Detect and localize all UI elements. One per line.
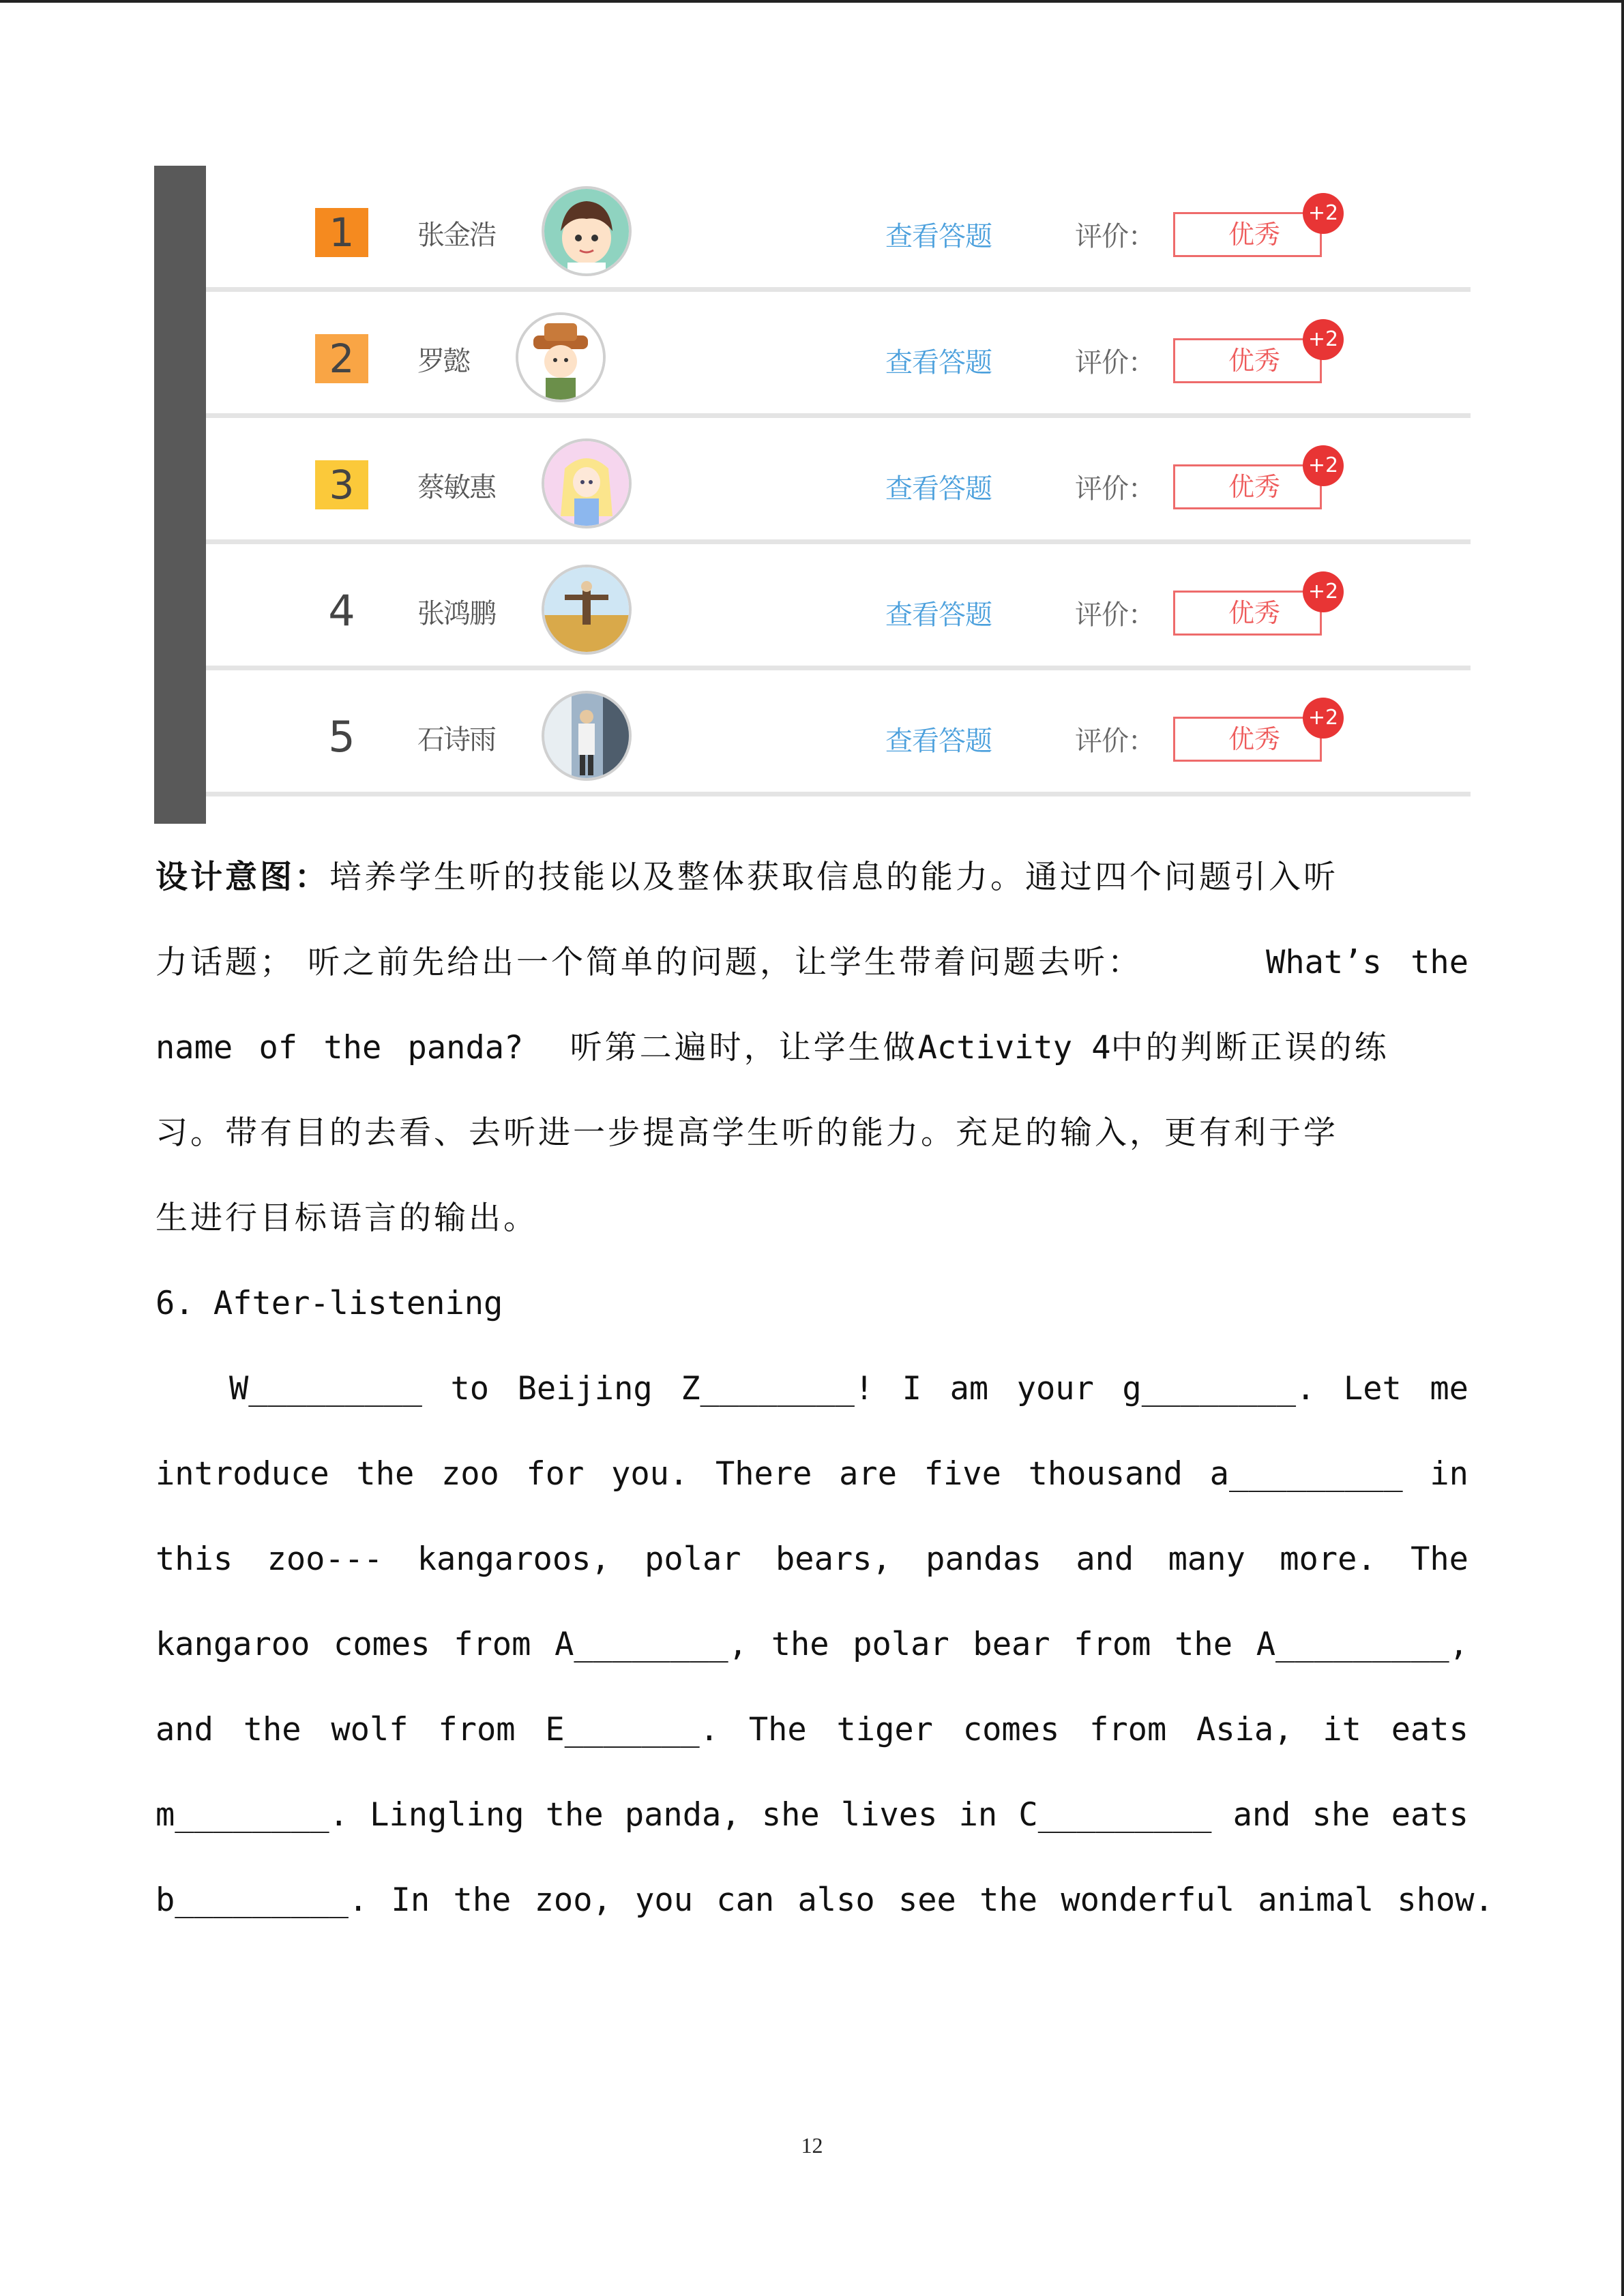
blank-word[interactable]: A________, [555,1626,748,1663]
passage-word: for [526,1455,585,1493]
design-intent-question: What’s the [1266,944,1468,981]
passage-word: comes [962,1711,1060,1748]
passage-word: comes [334,1626,430,1663]
bonus-badge: +2 [1303,319,1344,360]
grade-box[interactable]: 优秀 [1173,338,1322,383]
passage-word: zoo [441,1455,499,1493]
grade-box[interactable]: 优秀 [1173,464,1322,509]
person-photo-avatar-icon [544,694,629,778]
blank-word[interactable]: g________. [1122,1370,1316,1407]
design-intent-text: 培养学生听的技能以及整体获取信息的能力。通过四个问题引入听 [329,859,1338,896]
passage-word: Asia, [1196,1711,1293,1748]
design-intent-text: 力话题； 听之前先给出一个简单的问题，让学生带着问题去听： [156,944,1142,981]
ranking-row-4 [206,544,1471,670]
view-answer-link[interactable]: 查看答题 [885,221,992,252]
ranking-row-3 [206,418,1471,544]
passage-word: more. [1280,1540,1376,1578]
passage-line [229,1362,1468,1416]
passage-word: your [1016,1370,1094,1407]
view-answer-link[interactable]: 查看答题 [885,347,992,378]
passage-line [156,1788,1468,1843]
passage-line [156,1532,1468,1587]
passage-word: eats [1391,1711,1468,1748]
passage-word: kangaroos, [417,1540,610,1578]
design-intent-text: 中的判断正误的练 [1110,1029,1389,1067]
passage-line [156,1617,1468,1672]
passage-word: this [156,1540,233,1578]
view-answer-link[interactable]: 查看答题 [885,473,992,505]
rank-number: 2 [315,334,368,383]
passage-word: the [243,1711,301,1748]
student-name: 石诗雨 [417,724,495,756]
passage-word: There [715,1455,812,1493]
boy-avatar-icon [544,189,629,273]
row-divider [206,792,1471,796]
passage-word: bear [973,1626,1050,1663]
field-photo-avatar-icon [544,567,629,652]
passage-word: from [1089,1711,1167,1748]
passage-word: am [949,1370,989,1407]
passage-word: Beijing [517,1370,653,1407]
passage-line [156,1703,1468,1757]
blank-word[interactable]: W_________ [229,1370,422,1407]
passage-word: and [1076,1540,1134,1578]
row-divider [206,666,1471,670]
ranking-side-bar [154,166,206,824]
passage-word: in [1430,1455,1468,1493]
passage-word: from [454,1626,531,1663]
passage-line [156,1447,1468,1502]
passage-word: introduce [156,1455,329,1493]
row-divider [206,287,1471,292]
passage-word: Lingling [370,1796,525,1834]
rank-number: 3 [315,460,368,509]
blank-word[interactable]: Z________! [681,1370,874,1407]
anime-girl-avatar-icon [544,441,629,526]
page-border-top [0,0,1624,3]
design-intent-line-1 [156,850,1468,905]
ranking-row-1 [206,166,1471,292]
passage-word: I [902,1370,922,1407]
grade-box[interactable]: 优秀 [1173,717,1322,762]
passage-word: me [1430,1370,1468,1407]
avatar [542,438,632,528]
ranking-panel [154,166,1471,824]
ranking-row-5 [206,670,1471,796]
passage-word: the [356,1455,415,1493]
student-name: 罗懿 [417,346,469,377]
passage-word: she [761,1796,820,1834]
passage-word: thousand [1028,1455,1183,1493]
passage-word: polar [645,1540,741,1578]
passage-word: The [748,1711,807,1748]
passage-word: and [156,1711,213,1748]
rank-number: 5 [328,712,355,762]
passage-word: you. [611,1455,689,1493]
design-intent-line-2 [156,936,1468,990]
blank-word[interactable]: m________. [156,1796,349,1834]
page-border-right [1621,0,1624,2296]
blank-word[interactable]: a_________ [1209,1455,1403,1493]
avatar [516,312,606,402]
design-intent-line-5: 生进行目标语言的输出。 [156,1199,538,1237]
passage-line-last: b_________. In the zoo, you can also see the wonderful animal show. [156,1881,1494,1919]
ranking-row-2 [206,292,1471,418]
passage-word: the [771,1626,829,1663]
rank-number: 1 [315,208,368,257]
passage-word: the [1175,1626,1233,1663]
passage-word: Let [1343,1370,1402,1407]
grade-box[interactable]: 优秀 [1173,212,1322,257]
section-heading: 6. After-listening [156,1285,503,1322]
passage-word: wolf [331,1711,409,1748]
passage-word: panda, [624,1796,741,1834]
design-intent-line-4: 习。带有目的去看、去听进一步提高学生听的能力。充足的输入，更有利于学 [156,1114,1338,1152]
passage-word: many [1168,1540,1245,1578]
blank-word[interactable]: A_________, [1256,1626,1468,1663]
passage-word: she [1312,1796,1370,1834]
blank-word[interactable]: E_______. [545,1711,720,1748]
design-intent-question: name of the panda? [156,1029,524,1067]
passage-word: The [1411,1540,1468,1578]
passage-word: lives [840,1796,938,1834]
passage-word: eats [1391,1796,1468,1834]
passage-word: pandas [926,1540,1042,1578]
blank-word[interactable]: C_________ [1018,1796,1212,1834]
activity-reference: Activity 4 [917,1029,1111,1067]
page-number: 12 [801,2133,823,2158]
avatar [542,691,632,781]
student-name: 张金浩 [417,220,495,251]
passage-word: it [1323,1711,1361,1748]
passage-word: bears, [775,1540,891,1578]
view-answer-link[interactable]: 查看答题 [885,599,992,631]
passage-word: are [839,1455,898,1493]
student-name: 张鸿鹏 [417,598,495,629]
design-intent-heading: 设计意图： [156,859,329,896]
passage-word: five [924,1455,1001,1493]
evaluation-label: 评价： [1075,473,1155,505]
grade-box[interactable]: 优秀 [1173,591,1322,636]
evaluation-label: 评价： [1075,599,1155,631]
row-divider [206,413,1471,418]
row-divider [206,539,1471,544]
design-intent-text: 听第二遍时，让学生做 [570,1029,918,1067]
student-name: 蔡敏惠 [417,472,495,503]
passage-word: the [545,1796,604,1834]
evaluation-label: 评价： [1075,726,1155,757]
view-answer-link[interactable]: 查看答题 [885,726,992,757]
passage-word: in [958,1796,998,1834]
bonus-badge: +2 [1303,445,1344,486]
passage-word: kangaroo [156,1626,310,1663]
evaluation-label: 评价： [1075,347,1155,378]
evaluation-label: 评价： [1075,221,1155,252]
bonus-badge: +2 [1303,571,1344,612]
avatar [542,186,632,276]
passage-word: from [438,1711,516,1748]
passage-word: and [1232,1796,1291,1834]
passage-word: tiger [836,1711,933,1748]
cowboy-avatar-icon [518,315,603,400]
passage-word: to [450,1370,490,1407]
passage-word: zoo--- [267,1540,383,1578]
passage-word: from [1074,1626,1151,1663]
avatar [542,565,632,655]
rank-number: 4 [328,586,355,636]
bonus-badge: +2 [1303,698,1344,739]
design-intent-line-3 [156,1021,1468,1075]
bonus-badge: +2 [1303,193,1344,234]
passage-word: polar [853,1626,949,1663]
